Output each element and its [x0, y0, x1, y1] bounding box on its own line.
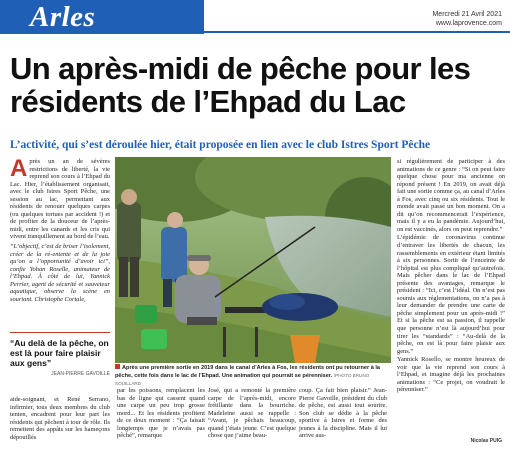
article-column-bottom-3	[299, 387, 387, 440]
article-headline: Un après-midi de pêche pour les résidents de l’Ehpad du Lac	[10, 51, 471, 119]
article-paragraph-r3: Yannick Rosello, se montre heureux de voir que la vie reprend son cours à l’Ehpad, et imagine déjà les prochaines animations : “Ce projet, on voudrait le pérenniser.”	[397, 356, 505, 394]
article-column-right	[397, 158, 505, 395]
site-url: www.laprovence.com	[435, 20, 502, 27]
photo-credit: /PHOTO BRUNO SOUILLARD	[115, 373, 370, 386]
article-paragraph-b3: coup. Ça fait bien plaisir.” Jean-Pierre Gavoille, président du club de pêche, est aussi tout sourire. Son club se dédie à la pêche sportive à Istres et forme des jeunes à la discipline. Mais il lui arrive aus-	[299, 387, 387, 440]
article-column-left	[10, 155, 110, 303]
page-header	[0, 0, 510, 38]
dateline	[432, 10, 502, 28]
issue-date: Mercredi 21 Avril 2021	[432, 11, 502, 18]
pull-quote	[10, 332, 110, 388]
article-intro: près un an de sévères restrictions de liberté, la vie reprend son cours à l’Ehpad du Lac. Hier, l’établissement organisait, avec le club Istres Sport Pêche, une session au lac, permettant aux résidents de renouer quelques carpes (ou quelques tortues par accident !) et de profiter de la douceur de l’après-midi, entre les canards et les cris qui vivent tranquillement au bord de l’eau.	[10, 158, 110, 241]
article-paragraph-r1: si régulièrement de participer à des animations de ce genre : “Si on peut faire quelque chose pour ma ancienne on répond présent ! En 2019, on avait déjà fait une sortie comme ça, au canal d’Arles à Fos, avec cinq ou six résidents. Tout le monde avait passé un bon moment. On a dit qu’on recommencerait l’expérience, mais il y a eu la pandémie. Aujourd’hui, on est vaccinés, alors on peut reprendre.”	[397, 158, 505, 233]
article-byline: Nicolas PUIG	[470, 438, 502, 444]
header-rule	[204, 31, 510, 33]
drop-cap: A	[10, 155, 28, 182]
article-paragraph-left-bottom: aide-soignant, et René Serrano, infirmier, tous deux membres du club tenten, encadrent pour leur part les résidents qui pêchent à tour de rôle. Ils remettent des appâts sur les hameçons dépouillés	[10, 396, 110, 441]
article-paragraph-2: “L’objectif, c’est de briser l’isolement, créer de la ré-entente et de la joie qu’on a l’opportunité d’avoir ici”, confie Yohan Roselle, animateur de l’Ehpad. À côté de lui, Yannick Perrier, agent de sécurité et sauveteur aquatique, observe la scène en souriant. Christophe Cortale,	[10, 243, 110, 303]
article-photo	[115, 157, 391, 363]
article-column-bottom-2	[208, 387, 296, 440]
article-paragraph-b2: José, qui a remonté la première carpe de l’après-midi, encore frétillante dans la bourriche. Madeleine aussi se rappelle : “Avant, je pêchais beaucoup, quand j’étais jeune. C’est quelque chose que j’aime beau-	[208, 387, 296, 440]
caption-marker	[115, 364, 120, 369]
section-name: Arles	[30, 1, 96, 33]
photo-caption	[115, 364, 391, 388]
photo-caption-text: Après une première sortie en 2019 dans le canal d’Arles à Fos, les résidents ont pu retourner à la pêche, cette fois dans le lac de l’Ehpad. Une animation qui pourrait se pérenniser.	[115, 365, 381, 379]
section-band	[0, 0, 204, 34]
article-paragraph-r2: L’épidémie de coronavirus continue d’entraver les libertés de chacun, les rassemblements en extérieur étant limités à six personnes. Sortir de l’enceinte de l’hôpital est plus compliqué qu’autrefois. Mais pêcher dans le lac de l’Ehpad présente des avantages, remarque le président : “Ici, c’est l’idéal. On n’est pas soumis aux réglementations, on n’a pas à leur demander de prendre une carte de pêche simplement pour un après-midi !” Et si la pêche est sa passion, il rappelle que personne n’est là aujourd’hui pour tirer les “standards” : “Au-delà de la pêche, on est là pour faire plaisir aux gens.”	[397, 234, 505, 355]
pull-quote-author: JEAN-PIERRE GAVOILLE	[51, 371, 110, 377]
article-column-left-bottom	[10, 396, 110, 441]
article-paragraph-b1: par les poissons, remplacent les bas de ligne qui cassent quand une carpe un peu trop grosse mord... Et les résidents profitent de ce doux moment : “Ça faisait longtemps que je n’avais pas pêché”, remarque	[117, 387, 205, 440]
article-subhead: L’activité, qui s’est déroulée hier, était proposée en lien avec le club Istres Sport Pêche	[10, 139, 431, 151]
pull-quote-text: “Au delà de la pêche, on est là pour faire plaisir aux gens”	[10, 338, 109, 368]
article-column-bottom-1	[117, 387, 205, 440]
